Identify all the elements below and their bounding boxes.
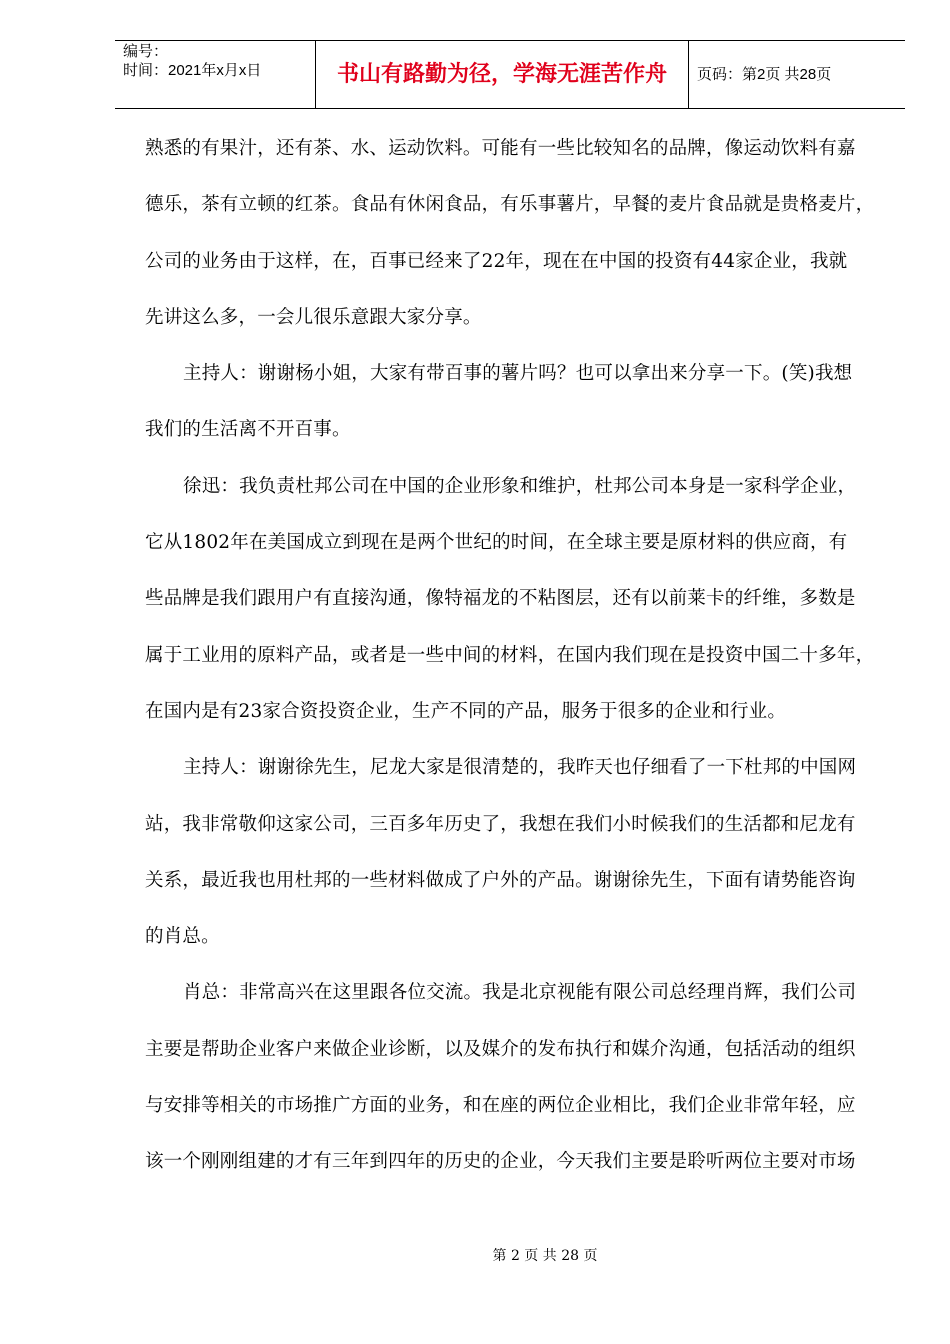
header-page-info: 页码：第2页 共28页 [697, 66, 832, 83]
header-page-cell [689, 41, 905, 108]
text-line: 徐迅：我负责杜邦公司在中国的企业形象和维护，杜邦公司本身是一家科学企业， [183, 475, 857, 497]
text-line: 主持人：谢谢杨小姐，大家有带百事的薯片吗？也可以拿出来分享一下。(笑)我想 [183, 363, 853, 385]
text-line: 肖总：非常高兴在这里跟各位交流。我是北京视能有限公司总经理肖辉，我们公司 [183, 982, 857, 1004]
text-line: 它从1802年在美国成立到现在是两个世纪的时间，在全球主要是原材料的供应商，有 [145, 532, 848, 554]
motto-text: 书山有路勤为径，学海无涯苦作舟 [336, 62, 667, 87]
page-header [115, 40, 905, 109]
text-line: 的肖总。 [145, 926, 220, 948]
text-line: 公司的业务由于这样，在，百事已经来了22年，现在在中国的投资有44家企业，我就 [145, 250, 848, 272]
text-line: 与安排等相关的市场推广方面的业务，和在座的两位企业相比，我们企业非常年轻，应 [145, 1095, 856, 1117]
serial-number-label: 编号： [123, 43, 169, 60]
text-line: 关系，最近我也用杜邦的一些材料做成了户外的产品。谢谢徐先生，下面有请势能咨询 [145, 869, 856, 891]
text-line: 站，我非常敬仰这家公司，三百多年历史了，我想在我们小时候我们的生活都和尼龙有 [145, 813, 856, 835]
text-line: 德乐，茶有立顿的红茶。食品有休闲食品，有乐事薯片，早餐的麦片食品就是贵格麦片， [145, 194, 875, 216]
text-line: 熟悉的有果汁，还有茶、水、运动饮料。可能有一些比较知名的品牌，像运动饮料有嘉 [145, 138, 856, 159]
text-line: 些品牌是我们跟用户有直接沟通，像特福龙的不粘图层，还有以前莱卡的纤维，多数是 [145, 588, 856, 610]
text-line: 先讲这么多，一会儿很乐意跟大家分享。 [145, 306, 482, 328]
text-line: 主持人：谢谢徐先生，尼龙大家是很清楚的，我昨天也仔细看了一下杜邦的中国网 [183, 757, 857, 779]
page-footer: 第 2 页 共 28 页 [492, 1248, 598, 1264]
text-line: 该一个刚刚组建的才有三年到四年的历史的企业，今天我们主要是聆听两位主要对市场 [145, 1151, 856, 1173]
text-line: 我们的生活离不开百事。 [145, 419, 351, 441]
document-body [145, 125, 875, 1195]
text-line: 在国内是有23家合资投资企业，生产不同的产品，服务于很多的企业和行业。 [145, 700, 787, 722]
header-motto-cell [316, 41, 689, 108]
header-meta-cell [115, 41, 316, 108]
text-line: 主要是帮助企业客户来做企业诊断，以及媒介的发布执行和媒介沟通，包括活动的组织 [145, 1038, 856, 1060]
date-label: 时间：2021年x月x日 [123, 62, 262, 79]
text-line: 属于工业用的原料产品，或者是一些中间的材料，在国内我们现在是投资中国二十多年， [145, 644, 875, 666]
